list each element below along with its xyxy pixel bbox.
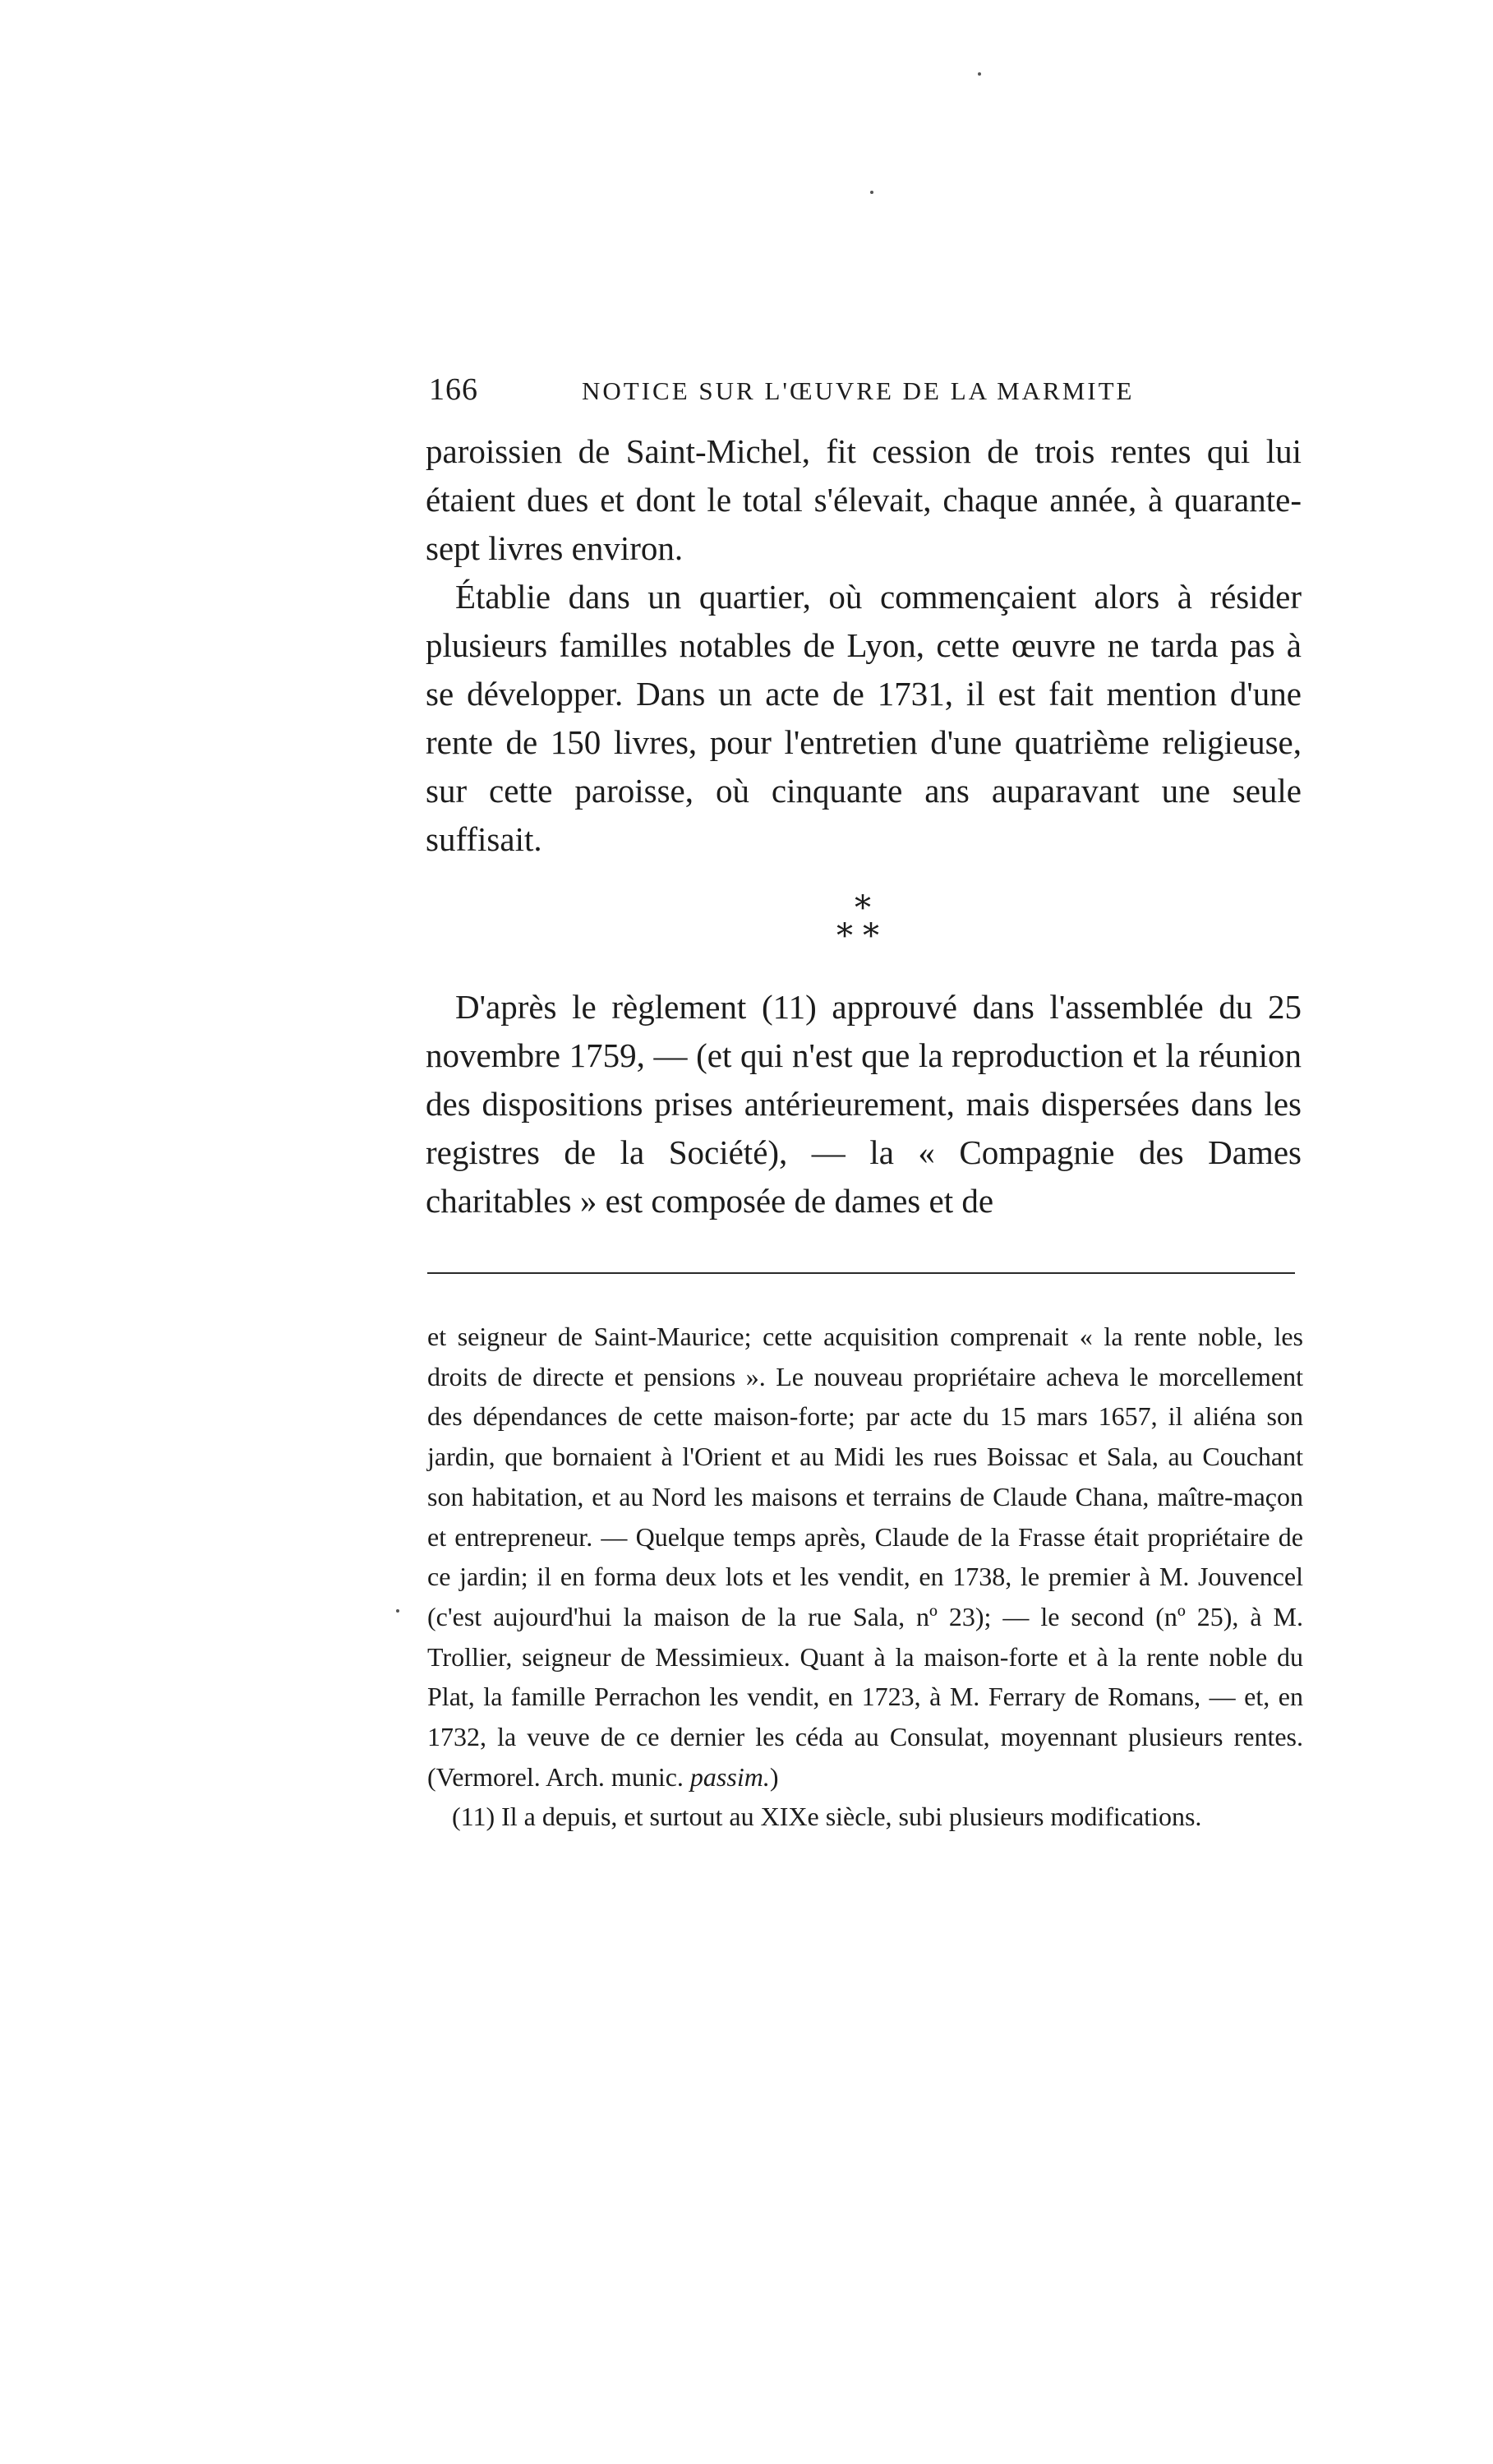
paragraph-2: Établie dans un quartier, où commençaient alors à résider plusieurs familles notables de Lyon, cette œuvre ne tarda pas à se développer. Dans un acte de 1731, il est fait mention d'une rente de 150 livres, pour l'entretien d'une quatrième religieuse, sur cette paroisse, où cinquante ans auparavant une seule suffisait.	[426, 578, 1302, 858]
footnote-rule	[427, 1272, 1295, 1274]
asterism-separator	[822, 889, 904, 955]
paper-speck	[870, 191, 873, 194]
footnote-italic: passim.	[689, 1761, 770, 1792]
paper-speck	[396, 1609, 399, 1613]
asterism-bottom: **	[836, 917, 889, 955]
paragraph-1: paroissien de Saint-Michel, fit cession de trois rentes qui lui étaient dues et dont le total s'élevait, chaque année, à quarante-sept livres environ.	[426, 432, 1302, 567]
page-header	[429, 371, 1300, 413]
footnote-continuation-text: et seigneur de Saint-Maurice; cette acquisition comprenait « la rente noble, les droits de directe et pensions ». Le nouveau propriétaire acheva le morcellement des dépendances de cette maison-forte; par acte du 15 mars 1657, il aliéna son jardin, que bornaient à l'Orient et au Midi les rues Boissac et Sala, au Couchant son habitation, et au Nord les maisons et terrains de Claude Chana, maître-maçon et entrepreneur. — Quelque temps après, Claude de la Frasse était propriétaire de ce jardin; il en forma deux lots et les vendit, en 1738, le premier à M. Jouvencel (c'est aujourd'hui la maison de la rue Sala, nº 23); — le second (nº 25), à M. Trollier, seigneur de Messimieux. Quant à la maison-forte et à la rente noble du Plat, la famille Perrachon les vendit, en 1723, à M. Ferrary de Romans, — et, en 1732, la veuve de ce dernier les céda au Consulat, moyennant plusieurs rentes. (Vermorel. Arch. munic.	[427, 1322, 1303, 1792]
asterism-top: *	[855, 889, 871, 927]
main-text-upper	[426, 427, 1302, 864]
running-title: NOTICE SUR L'ŒUVRE DE LA MARMITE	[582, 376, 1135, 405]
paragraph-3: D'après le règlement (11) approuvé dans l'assemblée du 25 novembre 1759, — (et qui n'est que la reproduction et la réunion des dispositions prises antérieurement, mais dispersées dans les registres de la Société), — la « Compagnie des Dames charitables » est composée de dames et de	[426, 988, 1302, 1220]
footnote-close: )	[769, 1761, 779, 1792]
footnotes	[427, 1317, 1303, 1837]
footnote-11: (11) Il a depuis, et surtout au XIXe siècle, subi plusieurs modifications.	[452, 1802, 1202, 1832]
paper-speck	[978, 72, 981, 76]
footnote-continuation	[427, 1317, 1303, 1797]
main-text-lower	[426, 983, 1302, 1225]
page-number: 166	[429, 372, 478, 407]
